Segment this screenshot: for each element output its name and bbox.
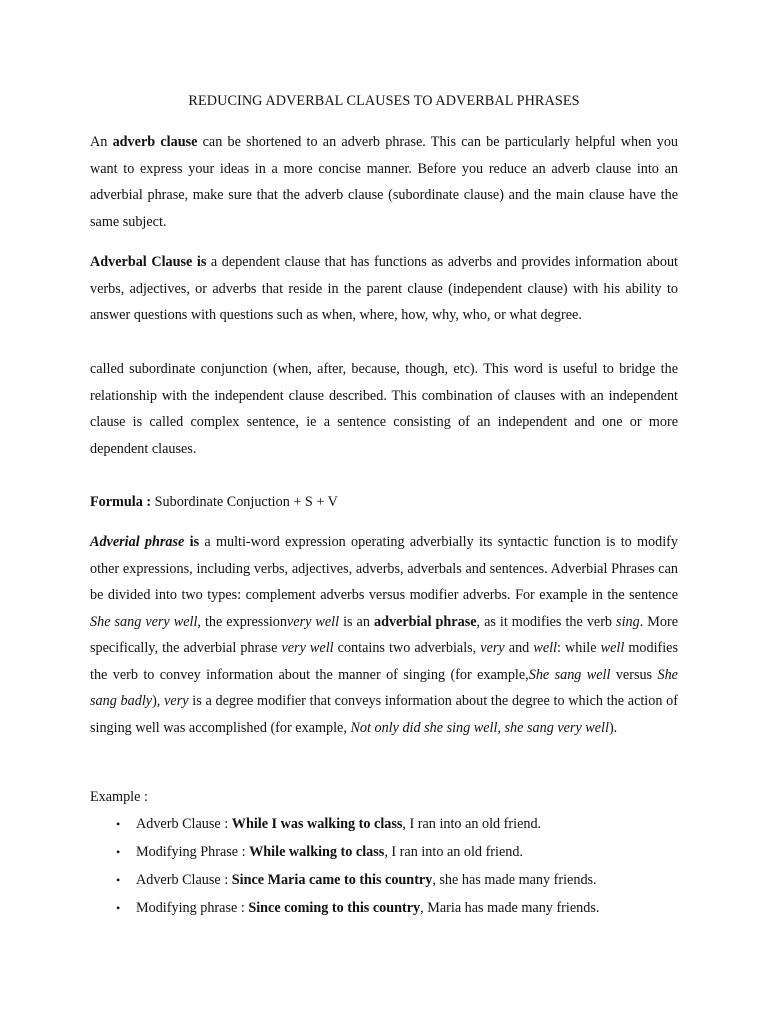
example-prefix: Modifying Phrase : [136,844,250,860]
list-item [90,866,690,894]
italic-example: She sang very well [90,613,198,630]
adverbial-phrase-paragraph [90,529,678,741]
italic-example: very [164,693,189,709]
bullet-icon: • [116,901,121,915]
text: An [90,134,113,150]
text: versus [610,666,658,683]
italic-example: well [600,640,625,656]
bold-term: adverbial phrase [373,613,477,630]
example-rest: , I ran into an old friend. [384,844,523,860]
italic-example: She sang well [528,666,611,683]
example-bold: Since coming to this country [248,900,421,916]
text: contains two adverbials, [333,640,481,656]
italic-term: Adverial phrase [90,534,185,550]
list-item [90,810,690,838]
bullet-icon: • [116,873,121,887]
bold-term: adverb clause [112,134,198,150]
bold-term: Adverbal Clause is [90,254,207,270]
italic-example: well [533,640,558,656]
example-rest: , Maria has made many friends. [420,900,600,916]
bullet-icon: • [116,817,121,831]
text: ), [152,693,165,709]
page-title: REDUCING ADVERBAL CLAUSES TO ADVERBAL PHRASES [188,93,580,109]
conjunction-paragraph [90,356,678,462]
text: ). [608,719,618,736]
italic-example: very well [281,640,334,656]
text: a dependent clause that has functions as adverbs and provides information about verbs, adjectives, or adverbs that reside in the parent clause (independent clause) with his ability to answer questions with questions such as when, where, how, why, who, or what degree. [90,254,678,323]
example-bold: Since Maria came to this country [231,872,433,888]
text: and [504,640,534,656]
text: , the expression [197,613,287,630]
example-prefix: Modifying phrase : [136,900,249,916]
formula-text: Subordinate Conjuction + S + V [151,494,338,510]
text: . More specifically, the adverbial phrase [90,613,678,656]
example-prefix: Adverb Clause : [136,872,232,888]
text: is a degree modifier that conveys information about the degree to which the action of singing well was accomplished (for example, [90,693,678,736]
intro-paragraph [90,129,678,235]
example-prefix: Adverb Clause : [136,816,232,832]
definition-paragraph [90,249,678,329]
italic-example: very [480,640,505,656]
example-rest: , she has made many friends. [432,872,597,888]
example-bold: While walking to class [249,844,385,860]
text: can be shortened to an adverb phrase. This can be particularly helpful when you want to express your ideas in a more concise manner. Before you reduce an adverb clause into an adverbial phrase, make sure that the adverb clause (subordinate clause) and the main clause have the same subject. [90,134,679,230]
bullet-icon: • [116,845,121,859]
text: a multi-word expression operating adverbially its syntactic function is to modify other expressions, including verbs, adjectives, adverbs, adverbals and sentences. Adverbial Phrases can be divided into two types: complement adverbs versus modifier adverbs. For example in the sentence [90,534,678,603]
formula-line [90,489,678,516]
text: modifies the verb to convey information about the manner of singing (for example, [90,640,679,683]
example-bold: While I was walking to class [231,816,403,832]
text: , as it modifies the verb [476,613,617,630]
italic-example: Not only did she sing well, she sang very well [350,719,609,736]
text: called subordinate conjunction (when, after, because, though, etc). This word is useful to bridge the relationship with the independent clause described. This combination of clauses with an independent clause is called complex sentence, ie a sentence consisting of an independent and one or more dependent clauses. [90,361,678,457]
examples-list [90,810,690,922]
list-item [90,894,690,922]
example-label: Example : [90,789,148,805]
italic-example: She sang badly [90,666,678,709]
bold-term: is [184,534,200,550]
text: : while [557,640,601,656]
list-item [90,838,690,866]
formula-label: Formula : [90,494,152,510]
example-rest: , I ran into an old friend. [402,816,542,832]
italic-example: very well [286,613,340,630]
italic-example: sing [616,613,640,630]
text: is an [339,613,374,630]
